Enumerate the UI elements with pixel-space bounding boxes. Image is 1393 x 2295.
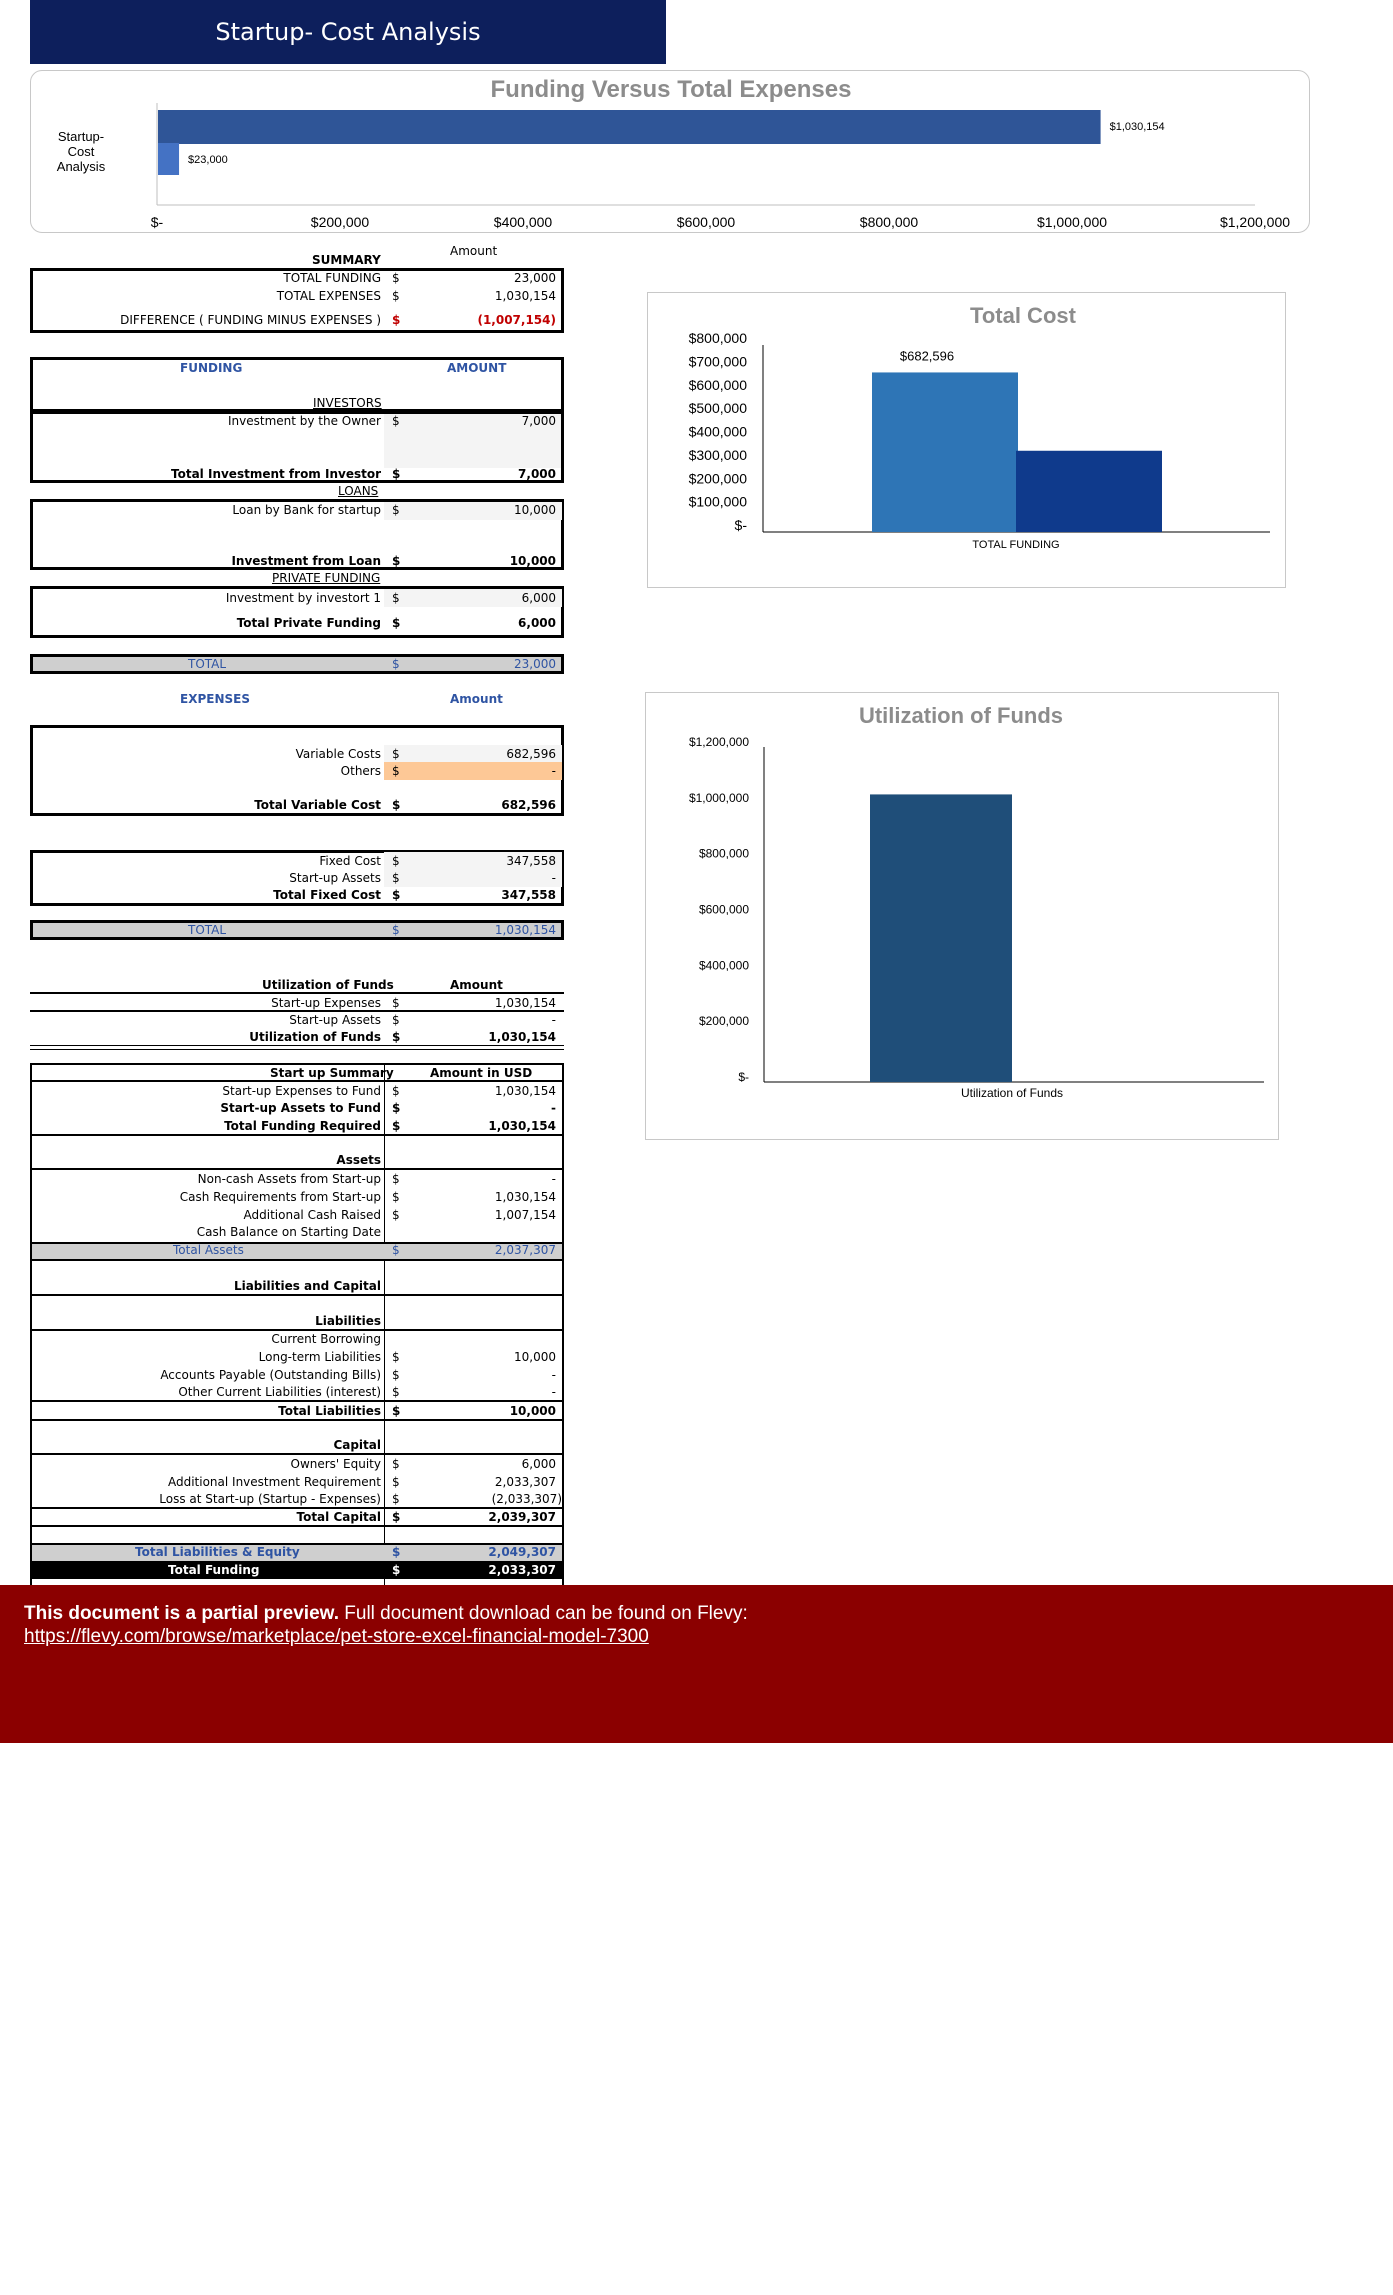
utilization-header: Utilization of Funds bbox=[262, 978, 394, 992]
assets-header: Assets bbox=[336, 1153, 381, 1167]
currency: $ bbox=[392, 414, 400, 428]
funding-required-label: Total Funding Required bbox=[224, 1119, 381, 1133]
currency: $ bbox=[392, 1084, 400, 1098]
total-investor-value: 7,000 bbox=[518, 467, 556, 481]
loss-value: (2,033,307) bbox=[491, 1492, 562, 1506]
currency: $ bbox=[392, 503, 400, 517]
bar-data-label: $682,596 bbox=[899, 348, 955, 364]
x-tick-label: $1,200,000 bbox=[1219, 214, 1291, 230]
bank-loan-value: 10,000 bbox=[514, 503, 556, 517]
expenses-total-label: TOTAL bbox=[188, 923, 227, 937]
currency: $ bbox=[392, 1563, 401, 1577]
currency: $ bbox=[392, 1013, 400, 1027]
x-tick-label: $1,000,000 bbox=[1036, 214, 1108, 230]
currency: $ bbox=[392, 1208, 400, 1222]
total-variable-label: Total Variable Cost bbox=[254, 798, 381, 812]
currency: $ bbox=[392, 1510, 401, 1524]
fixed-cost-label: Fixed Cost bbox=[319, 854, 381, 868]
funding-total-label: TOTAL bbox=[188, 657, 227, 671]
y-tick-label: $- bbox=[738, 1070, 749, 1084]
banner-bold: This document is a partial preview. bbox=[24, 1603, 339, 1624]
chart-title: Total Cost bbox=[970, 303, 1076, 328]
bar-data-label: $23,000 bbox=[188, 154, 228, 166]
x-tick-label: $- bbox=[150, 214, 164, 230]
currency: $ bbox=[392, 798, 401, 812]
total-expenses-value: 1,030,154 bbox=[494, 289, 556, 303]
total-variable-value: 682,596 bbox=[501, 798, 556, 812]
addinv-label: Additional Investment Requirement bbox=[167, 1475, 381, 1489]
y-tick-label: $1,000,000 bbox=[688, 790, 749, 805]
loans-label: LOANS bbox=[338, 484, 379, 498]
difference-value: (1,007,154) bbox=[477, 313, 556, 327]
currency: $ bbox=[392, 1350, 400, 1364]
currency: $ bbox=[392, 313, 401, 327]
x-tick-label: $600,000 bbox=[676, 214, 736, 230]
addcash-label: Additional Cash Raised bbox=[243, 1208, 381, 1222]
total-funding-value: 23,000 bbox=[514, 271, 556, 285]
currency: $ bbox=[392, 1475, 400, 1489]
owners-equity-value: 6,000 bbox=[521, 1457, 556, 1471]
util-expenses-label: Start-up Expenses bbox=[271, 996, 381, 1010]
cost-bar bbox=[872, 372, 1018, 532]
longterm-label: Long-term Liabilities bbox=[258, 1350, 381, 1364]
total-assets-label: Total Assets bbox=[173, 1243, 244, 1257]
util-expenses-value: 1,030,154 bbox=[494, 996, 556, 1010]
total-cost-chart bbox=[647, 292, 1286, 588]
chart-category-label: Startup- Cost Analysis bbox=[56, 129, 106, 174]
currency: $ bbox=[392, 1404, 401, 1418]
startup-assets-fund-value: - bbox=[551, 1101, 556, 1115]
startup-amount-header: Amount in USD bbox=[430, 1066, 533, 1080]
x-category-label: Utilization of Funds bbox=[960, 1086, 1064, 1100]
total-expenses-label: TOTAL EXPENSES bbox=[276, 289, 381, 303]
funding-bar bbox=[158, 143, 179, 175]
startup-assets-fund-label: Start-up Assets to Fund bbox=[220, 1101, 381, 1115]
y-tick-label: $400,000 bbox=[698, 958, 749, 973]
startup-summary-header: Start up Summary bbox=[270, 1066, 394, 1080]
y-tick-label: $800,000 bbox=[688, 330, 747, 346]
currency: $ bbox=[392, 764, 400, 778]
fixed-cost-value: 347,558 bbox=[506, 854, 556, 868]
owners-equity-label: Owners' Equity bbox=[290, 1457, 381, 1471]
total-fixed-label: Total Fixed Cost bbox=[273, 888, 381, 902]
currency: $ bbox=[392, 1492, 400, 1506]
variable-costs-value: 682,596 bbox=[506, 747, 556, 761]
y-tick-label: $200,000 bbox=[698, 1014, 749, 1029]
funding-total-value: 23,000 bbox=[514, 657, 556, 671]
private-funding-label: PRIVATE FUNDING bbox=[272, 571, 381, 585]
banner-text: Full document download can be found on Flevy: bbox=[344, 1603, 748, 1624]
x-tick-label: $200,000 bbox=[310, 214, 370, 230]
cashreq-label: Cash Requirements from Start-up bbox=[179, 1190, 381, 1204]
y-tick-label: $800,000 bbox=[698, 846, 749, 861]
currency: $ bbox=[392, 616, 401, 630]
startup-exp-label: Start-up Expenses to Fund bbox=[222, 1084, 381, 1098]
total-funding-label: TOTAL FUNDING bbox=[283, 271, 381, 285]
x-category-label: TOTAL FUNDING bbox=[972, 539, 1060, 551]
noncash-value: - bbox=[551, 1172, 556, 1186]
currency: $ bbox=[392, 871, 400, 885]
payable-label: Accounts Payable (Outstanding Bills) bbox=[160, 1368, 381, 1382]
currency: $ bbox=[392, 1368, 400, 1382]
addcash-value: 1,007,154 bbox=[494, 1208, 556, 1222]
currency: $ bbox=[392, 747, 400, 761]
funding-required-value: 1,030,154 bbox=[488, 1119, 556, 1133]
total-assets-value: 2,037,307 bbox=[494, 1243, 556, 1257]
currency: $ bbox=[392, 1172, 400, 1186]
capital-header: Capital bbox=[333, 1438, 381, 1452]
startup-exp-value: 1,030,154 bbox=[494, 1084, 556, 1098]
chart-title: Funding Versus Total Expenses bbox=[490, 76, 852, 103]
y-tick-label: $600,000 bbox=[698, 902, 749, 917]
private-total-value: 6,000 bbox=[518, 616, 556, 630]
bar-data-label: $1,030,154 bbox=[1109, 121, 1165, 133]
currency: $ bbox=[392, 996, 400, 1010]
utilization-amount-header: Amount bbox=[450, 978, 503, 992]
investor1-label: Investment by investort 1 bbox=[225, 591, 381, 605]
total-capital-label: Total Capital bbox=[296, 1510, 381, 1524]
currency: $ bbox=[392, 289, 400, 303]
currency: $ bbox=[392, 554, 401, 568]
currency: $ bbox=[392, 854, 400, 868]
other-liab-label: Other Current Liabilities (interest) bbox=[178, 1385, 381, 1399]
currency: $ bbox=[392, 657, 400, 671]
x-tick-label: $800,000 bbox=[859, 214, 919, 230]
noncash-label: Non-cash Assets from Start-up bbox=[197, 1172, 381, 1186]
longterm-value: 10,000 bbox=[514, 1350, 556, 1364]
y-tick-label: $400,000 bbox=[688, 423, 747, 440]
y-tick-label: $300,000 bbox=[688, 446, 747, 463]
loan-total-value: 10,000 bbox=[509, 554, 556, 568]
funding-header: FUNDING bbox=[180, 361, 243, 375]
download-link[interactable]: https://flevy.com/browse/marketplace/pet-store-excel-financial-model-7300 bbox=[24, 1626, 649, 1647]
addinv-value: 2,033,307 bbox=[494, 1475, 556, 1489]
util-total-label: Utilization of Funds bbox=[249, 1030, 381, 1044]
variable-costs-label: Variable Costs bbox=[295, 747, 381, 761]
currency: $ bbox=[392, 1457, 400, 1471]
y-tick-label: $200,000 bbox=[688, 470, 747, 487]
chart-title: Utilization of Funds bbox=[858, 703, 1064, 728]
private-total-label: Total Private Funding bbox=[236, 616, 381, 630]
loan-total-label: Investment from Loan bbox=[231, 554, 381, 568]
y-tick-label: $1,200,000 bbox=[688, 735, 749, 749]
x-tick-label: $400,000 bbox=[493, 214, 553, 230]
currency: $ bbox=[392, 888, 401, 902]
funding-bar bbox=[158, 110, 1101, 144]
currency: $ bbox=[392, 1190, 400, 1204]
liab-equity-value: 2,049,307 bbox=[488, 1545, 556, 1559]
utilization-chart bbox=[645, 692, 1279, 1140]
cashreq-value: 1,030,154 bbox=[494, 1190, 556, 1204]
liabilities-header: Liabilities bbox=[315, 1314, 381, 1328]
difference-label: DIFFERENCE ( FUNDING MINUS EXPENSES ) bbox=[120, 313, 381, 327]
summary-header: SUMMARY bbox=[312, 253, 381, 267]
util-assets-label: Start-up Assets bbox=[289, 1013, 381, 1027]
investor1-value: 6,000 bbox=[521, 591, 556, 605]
currency: $ bbox=[392, 1243, 400, 1257]
investors-label: INVESTORS bbox=[313, 396, 382, 410]
util-assets-value: - bbox=[551, 1013, 556, 1027]
startup-assets-label: Start-up Assets bbox=[289, 871, 381, 885]
currency: $ bbox=[392, 1385, 400, 1399]
currency: $ bbox=[392, 1101, 401, 1115]
currency: $ bbox=[392, 1030, 401, 1044]
other-liab-value: - bbox=[551, 1385, 556, 1399]
payable-value: - bbox=[551, 1368, 556, 1382]
currency: $ bbox=[392, 923, 400, 937]
cost-bar bbox=[1016, 451, 1162, 532]
liab-equity-label: Total Liabilities & Equity bbox=[135, 1545, 300, 1559]
currency: $ bbox=[392, 1119, 401, 1133]
total-investor-label: Total Investment from Investor bbox=[171, 467, 381, 481]
total-funding-label: Total Funding bbox=[168, 1563, 260, 1577]
loss-label: Loss at Start-up (Startup - Expenses) bbox=[159, 1492, 381, 1506]
currency: $ bbox=[392, 591, 400, 605]
expenses-total-value: 1,030,154 bbox=[494, 923, 556, 937]
amount-header: Amount bbox=[450, 244, 498, 258]
expenses-header: EXPENSES bbox=[180, 692, 250, 706]
y-tick-label: $100,000 bbox=[688, 493, 747, 510]
preview-banner bbox=[0, 1585, 1393, 1743]
y-tick-label: $500,000 bbox=[688, 400, 747, 417]
bank-loan-label: Loan by Bank for startup bbox=[232, 503, 381, 517]
liab-capital-header: Liabilities and Capital bbox=[233, 1279, 381, 1293]
page-title: Startup- Cost Analysis bbox=[30, 0, 666, 64]
total-fixed-value: 347,558 bbox=[501, 888, 556, 902]
utilization-bar bbox=[870, 794, 1012, 1082]
expenses-amount-header: Amount bbox=[450, 692, 503, 706]
owner-investment-value: 7,000 bbox=[521, 414, 556, 428]
currency: $ bbox=[392, 271, 400, 285]
cash-balance-label: Cash Balance on Starting Date bbox=[196, 1225, 381, 1239]
total-capital-value: 2,039,307 bbox=[488, 1510, 556, 1524]
currency: $ bbox=[392, 467, 401, 481]
y-tick-label: $600,000 bbox=[688, 376, 747, 393]
total-liab-label: Total Liabilities bbox=[278, 1404, 381, 1418]
others-label: Others bbox=[340, 764, 381, 778]
current-borrowing-label: Current Borrowing bbox=[271, 1332, 381, 1346]
total-funding-value: 2,033,307 bbox=[488, 1563, 556, 1577]
funding-vs-expenses-chart bbox=[30, 70, 1310, 233]
y-tick-label: $700,000 bbox=[688, 353, 747, 370]
util-total-value: 1,030,154 bbox=[488, 1030, 556, 1044]
others-value: - bbox=[551, 764, 556, 778]
total-liab-value: 10,000 bbox=[509, 1404, 556, 1418]
funding-amount-header: AMOUNT bbox=[447, 361, 507, 375]
owner-investment-label: Investment by the Owner bbox=[227, 414, 381, 428]
currency: $ bbox=[392, 1545, 401, 1559]
y-tick-label: $- bbox=[734, 517, 747, 533]
startup-assets-value: - bbox=[551, 871, 556, 885]
